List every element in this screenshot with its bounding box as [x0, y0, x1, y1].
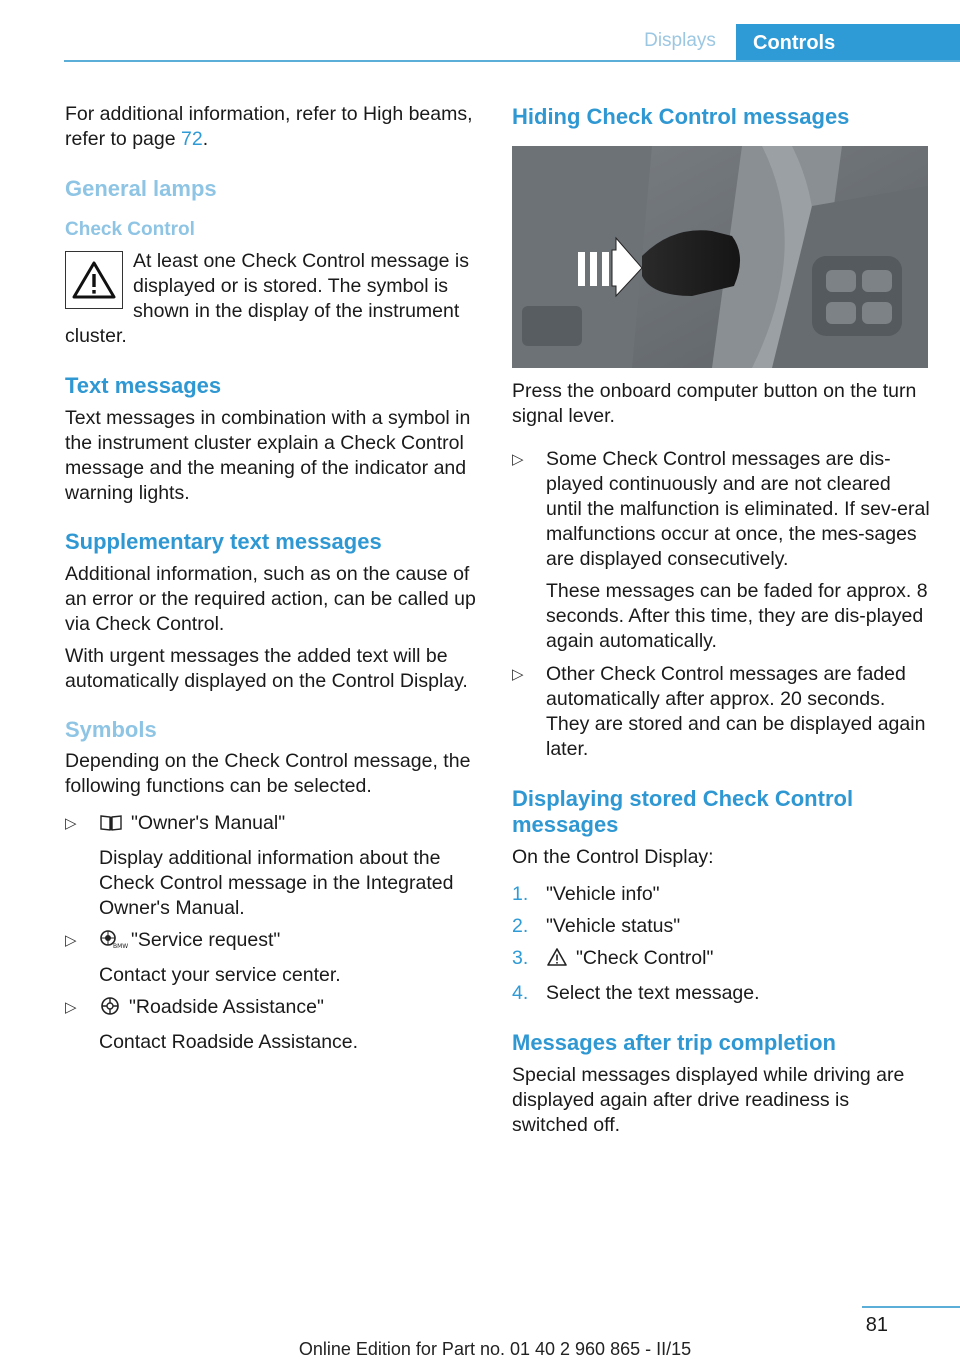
triangle-bullet-icon: ▷: [512, 451, 524, 468]
heading-messages-after-trip: Messages after trip completion: [512, 1030, 836, 1055]
owners-manual-label: "Owner's Manual": [131, 812, 286, 834]
roadside-assistance-desc: Contact Roadside Assistance.: [99, 1031, 359, 1053]
check-control-block: [65, 249, 481, 349]
step-number: 4.: [512, 982, 529, 1004]
roadside-assistance-icon: [99, 996, 121, 1023]
check-control-text: At least one Check Control message is displayed or is stored. The symbol is shown in the display of the instrument cluster.: [65, 250, 469, 347]
roadside-assistance-label: "Roadside Assistance": [129, 996, 324, 1018]
right-column: [512, 102, 930, 1138]
heading-hiding-check-control: Hiding Check Control messages: [512, 104, 850, 129]
turn-signal-lever-photo: [512, 146, 928, 368]
on-control-display: On the Control Display:: [512, 846, 714, 868]
step-text: Select the text message.: [546, 982, 760, 1004]
service-request-desc: Contact your service center.: [99, 964, 341, 986]
triangle-bullet-icon: ▷: [65, 932, 77, 949]
warning-triangle-icon: [546, 947, 568, 974]
heading-text-messages: Text messages: [65, 373, 222, 398]
page-number: 81: [865, 1314, 888, 1336]
triangle-bullet-icon: ▷: [65, 999, 77, 1016]
intro-text: For additional information, refer to High beams, refer to page: [65, 103, 473, 150]
step-number: 3.: [512, 947, 529, 969]
footer-rule: [862, 1306, 960, 1308]
list-item-owners-manual: [65, 811, 481, 921]
step-text: "Vehicle status": [546, 915, 681, 937]
intro-paragraph: [65, 102, 481, 152]
book-icon: [99, 814, 123, 839]
page-link-72[interactable]: 72: [181, 128, 203, 150]
header-chapter-controls[interactable]: Controls: [736, 24, 960, 62]
service-request-label: "Service request": [131, 929, 281, 951]
edition-footer: Online Edition for Part no. 01 40 2 960 865 - II/15: [298, 1339, 692, 1359]
svg-text:BMW: BMW: [113, 943, 129, 950]
step-number: 1.: [512, 883, 529, 905]
continuous-messages-text: Some Check Control messages are dis-played continuously and are not cleared until the malfunction is eliminated. If sev-eral malfunctions occur at once, the mes-sages are displayed consecutively.: [546, 448, 930, 570]
step-3: [512, 946, 930, 974]
supplementary-body-1: Additional information, such as on the cause of an error or the required action, can be called up via Check Control.: [65, 563, 476, 635]
heading-general-lamps: General lamps: [65, 176, 217, 201]
heading-check-control: Check Control: [65, 219, 195, 240]
header-section-displays[interactable]: Displays: [644, 30, 716, 51]
after-trip-body: Special messages displayed while driving are displayed again after drive readiness is switched off.: [512, 1064, 905, 1136]
warning-triangle-icon: [65, 251, 123, 309]
owners-manual-desc: Display additional information about the Check Control message in the Integrated Owner's Manual.: [99, 847, 454, 919]
list-item-service-request: [65, 928, 481, 988]
step-1: [512, 882, 930, 907]
heading-symbols: Symbols: [65, 717, 157, 742]
list-item-other-messages: [512, 662, 930, 762]
press-instruction: Press the onboard computer button on the turn signal lever.: [512, 380, 917, 427]
bmw-service-icon: [99, 929, 129, 956]
triangle-bullet-icon: ▷: [512, 666, 524, 683]
faded-messages-text: These messages can be faded for approx. 8 seconds. After this time, they are dis-played again automatically.: [546, 580, 928, 652]
intro-end: .: [202, 128, 209, 150]
heading-displaying-stored: Displaying stored Check Control messages: [512, 786, 854, 837]
text-messages-body: Text messages in combination with a symbol in the instrument cluster explain a Check Control message and the meaning of the indicator and warning lights.: [65, 407, 471, 504]
step-text: "Vehicle info": [546, 883, 660, 905]
step-4: [512, 981, 930, 1006]
step-text: "Check Control": [576, 947, 714, 969]
other-messages-text: Other Check Control messages are faded automatically after approx. 20 seconds. They are stored and can be displayed again later.: [546, 663, 926, 760]
list-item-continuous-messages: [512, 447, 930, 654]
heading-supplementary-text-messages: Supplementary text messages: [65, 529, 382, 554]
step-2: [512, 914, 930, 939]
supplementary-body-2: With urgent messages the added text will be automatically displayed on the Control Display.: [65, 645, 468, 692]
step-number: 2.: [512, 915, 529, 937]
symbols-intro: Depending on the Check Control message, the following functions can be selected.: [65, 750, 471, 797]
left-column: [65, 102, 481, 1055]
triangle-bullet-icon: ▷: [65, 815, 77, 832]
list-item-roadside-assistance: [65, 995, 481, 1055]
header-rule: [64, 60, 960, 62]
